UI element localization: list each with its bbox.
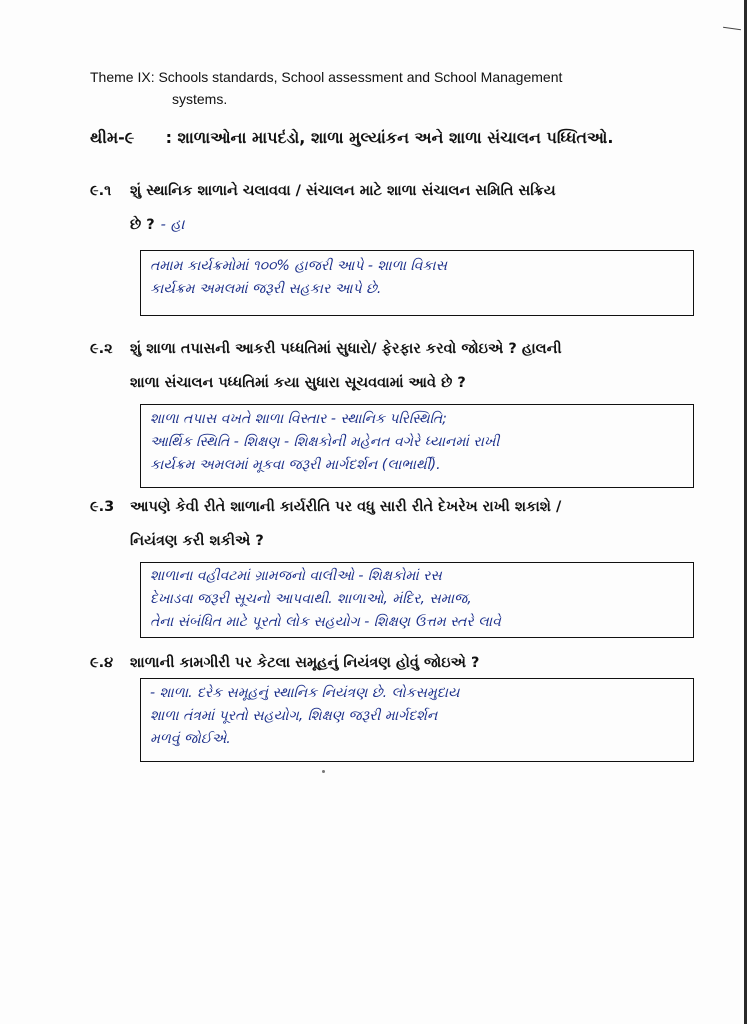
ink-dot <box>322 770 325 773</box>
theme-text: : શાળાઓના માપદંડો, શાળા મુલ્યાંકન અને શાળા સંચાલન પધ્ધિતઓ. <box>165 128 614 147</box>
question-number: ૯.૪ <box>90 655 114 671</box>
answer-text-9-2: શાળા તપાસ વખતે શાળા વિસ્તાર - સ્થાનિક પરિસ્થિતિ; આર્થિક સ્થિતિ - શિક્ષણ - શિક્ષકોની મહેનત વગેરે ધ્યાનમાં રાખી કાર્યક્રમ અમલમાં મૂકવા જરૂરી માર્ગદર્શન (લાભાર્થી). <box>150 411 500 473</box>
question-number: ૯.૨ <box>90 341 113 357</box>
pen-mark <box>723 27 741 30</box>
theme-heading-gujarati <box>90 128 613 148</box>
question-text-line2: નિયંત્રણ કરી શકીએ ? <box>130 533 264 549</box>
question-text-line2: શાળા સંચાલન પધ્ધતિમાં કયા સુધારા સૂચવવામાં આવે છે ? <box>130 375 466 391</box>
question-text-line2: છે ? - હા <box>130 217 185 233</box>
question-number: ૯.3 <box>90 499 115 515</box>
question-9-1 <box>90 174 556 242</box>
theme-line-1: Theme IX: Schools standards, School assessment and School Management <box>90 69 563 85</box>
question-9-2 <box>90 332 562 400</box>
question-text-line1: આપણે કેવી રીતે શાળાની કાર્યરીતિ પર વધુ સારી રીતે દેખરેખ રાખી શકાશે / <box>130 499 562 515</box>
question-text-line1: શું સ્થાનિક શાળાને ચલાવવા / સંચાલન માટે શાળા સંચાલન સમિતિ સક્રિય <box>130 183 556 199</box>
question-text-line1: શાળાની કામગીરી પર કેટલા સમૂહનું નિયંત્રણ હોવું જોઇએ ? <box>130 655 480 671</box>
theme-label: થીમ-૯ <box>90 128 135 147</box>
theme-line-2: systems. <box>172 91 228 107</box>
question-number: ૯.૧ <box>90 183 112 199</box>
question-9-3 <box>90 490 561 558</box>
theme-heading-english <box>90 66 670 110</box>
question-text-line1: શું શાળા તપાસની આકરી પધ્ધતિમાં સુધારો/ ફેરફાર કરવો જોઇએ ? હાલની <box>130 341 562 357</box>
answer-text-9-1: તમામ કાર્યક્રમોમાં ૧૦૦% હાજરી આપે - શાળા વિકાસ કાર્યક્રમ અમલમાં જરૂરી સહકાર આપે છે. <box>150 258 447 297</box>
answer-text-9-3: શાળાના વહીવટમાં ગ્રામજનો વાલીઓ - શિક્ષકોમાં રસ દેખાડવા જરૂરી સૂચનો આપવાથી. શાળાઓ, મંદિર, સમાજ, તેના સંબંધિત માટે પૂરતો લોક સહયોગ - શિક્ષણ ઉત્તમ સ્તરે લાવે <box>150 568 501 630</box>
answer-text-9-4: - શાળા. દરેક સમૂહનું સ્થાનિક નિયંત્રણ છે. લોકસમુદાય શાળા તંત્રમાં પૂરતો સહયોગ, શિક્ષણ જરૂરી માર્ગદર્શન મળવું જોઈએ. <box>150 685 460 747</box>
inline-answer: - હા <box>160 217 185 233</box>
question-9-4 <box>90 646 479 680</box>
